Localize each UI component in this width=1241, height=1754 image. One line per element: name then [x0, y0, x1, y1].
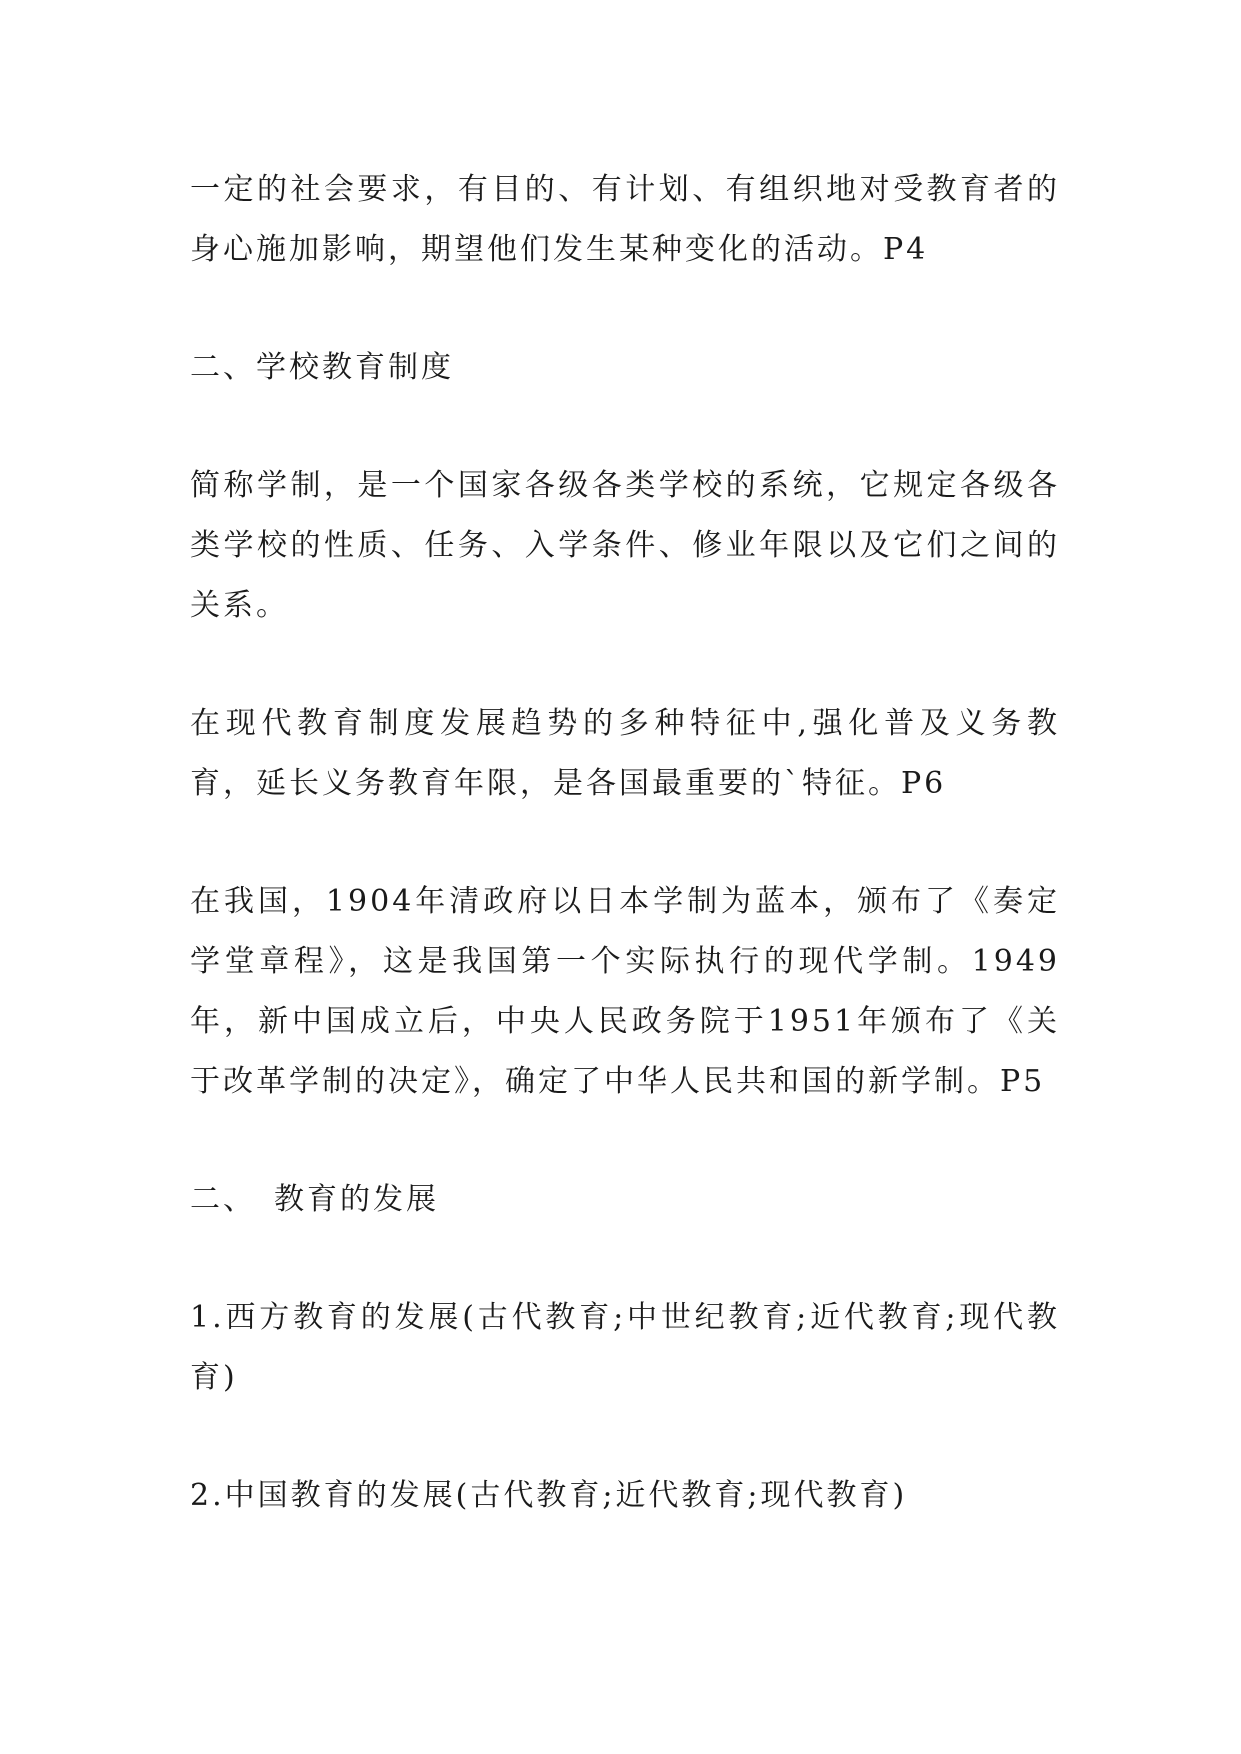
section-heading-education-development: 二、 教育的发展 [190, 1182, 439, 1217]
list-item-chinese-education: 2.中国教育的发展(古代教育;近代教育;现代教育) [190, 1478, 908, 1513]
document-body [190, 160, 1060, 1584]
paragraph-compulsory-education: 在现代教育制度发展趋势的多种特征中,强化普及义务教育，延长义务教育年限，是各国最重要的`特征。P6 [190, 706, 1060, 801]
list-item-western-education: 1.西方教育的发展(古代教育;中世纪教育;近代教育;现代教育) [190, 1300, 1060, 1395]
section-heading-school-system: 二、学校教育制度 [190, 350, 454, 385]
paragraph-china-school-history: 在我国，1904年清政府以日本学制为蓝本，颁布了《奏定学堂章程》，这是我国第一个实际执行的现代学制。1949年，新中国成立后，中央人民政务院于1951年颁布了《关于改革学制的决定》，确定了中华人民共和国的新学制。P5 [190, 884, 1060, 1099]
paragraph-school-system-definition: 简称学制，是一个国家各级各类学校的系统，它规定各级各类学校的性质、任务、入学条件、修业年限以及它们之间的关系。 [190, 468, 1060, 623]
paragraph-education-definition: 一定的社会要求，有目的、有计划、有组织地对受教育者的身心施加影响，期望他们发生某种变化的活动。P4 [190, 172, 1060, 267]
